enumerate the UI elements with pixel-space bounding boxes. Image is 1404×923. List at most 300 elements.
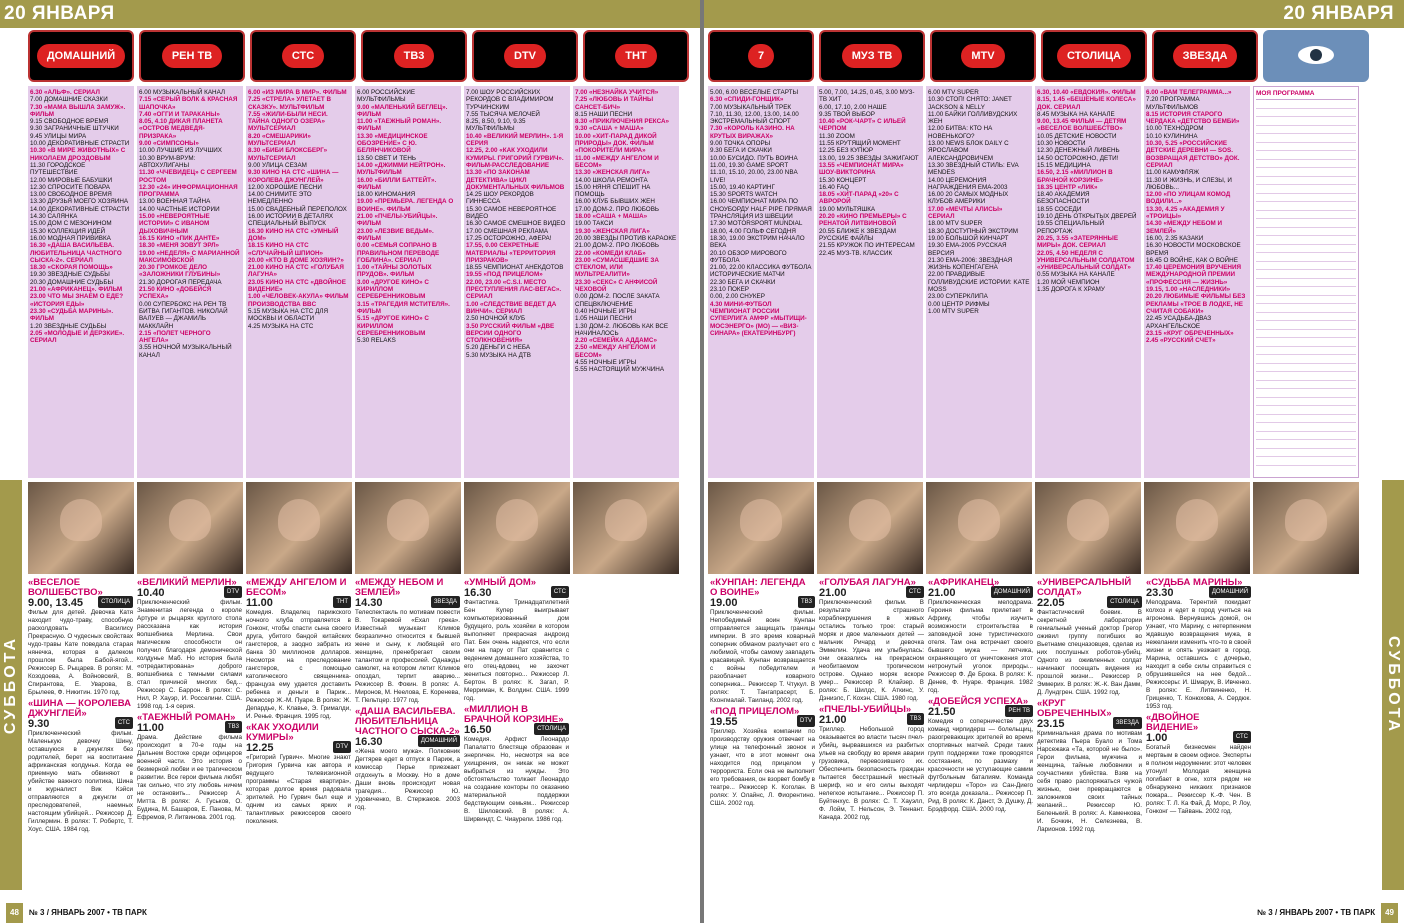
schedule-line: 1.35 ДОРОГА К ХРАМУ	[1037, 286, 1105, 294]
my-program-line[interactable]	[1256, 270, 1356, 279]
schedule-line: 19.55 «ПОД ПРИЦЕЛОМ»	[466, 271, 543, 279]
schedule-line: 5.20 ДЕНЬГИ С НЕБА	[466, 344, 531, 352]
schedule-line: 12.30 «24» ИНФОРМАЦИОННАЯ ПРОГРАММА	[139, 183, 240, 199]
schedule-line: 6.00 РОССИЙСКИЕ МУЛЬТФИЛЬМЫ	[357, 89, 417, 104]
schedule-line: 15.00 НЯНЯ СПЕШИТ НА ПОМОЩЬ	[575, 183, 653, 199]
schedule-line: 2.15 «ПОЛЕТ ЧЕРНОГО АНГЕЛА»	[139, 329, 213, 345]
schedule-line: 12.25 БЕЗ КУПЮР	[819, 147, 874, 155]
schedule-line: 7.25 «СТРЕЛА» УЛЕТАЕТ В СКАЗКУ». МУЛЬТФИЛЬМ	[248, 96, 333, 111]
schedule-line: 3.15 «ТРАГЕДИЯ МСТИТЕЛЯ». ФИЛЬМ	[357, 300, 452, 315]
film-still-photo	[1035, 482, 1141, 574]
channel-logo	[361, 30, 467, 82]
schedule-line: 6.30 «СПИДИ-ГОНЩИК»	[710, 96, 784, 104]
review-channel-badge: СТС	[1233, 731, 1251, 743]
schedule-line: 20.55 БЛИЖЕ К ЗВЕЗДАМ РУССКИЕ ФАЙЛЫ	[819, 227, 898, 242]
my-program-line[interactable]	[1256, 330, 1356, 339]
schedule-line: 13.30 «МЕДИЦИНСКОЕ ОБОЗРЕНИЕ» С Ю. БЕЛЯНЧИКОВОЙ	[357, 132, 430, 155]
film-still-photo	[573, 482, 679, 574]
schedule-line: 2.50 «МЕЖДУ АНГЕЛОМ И БЕСОМ»	[575, 344, 658, 359]
my-program-line[interactable]	[1256, 381, 1356, 390]
review-text: Фильм для детей. Девочка Катя находит чудо-траву, способную расколдовать Василису Прекрасную. О чудесных свойствах чудо-травы Кате поведала старая нянечка, которая в далеком прошлом была Бабой-ягой... Режиссер Б. Рыцарев. В ролях: М. Козодоева, А. Войновский, В. Спирантова, Е. Уварова, В. Брылеев, Ф. Никитин. 1970 год.	[28, 609, 133, 696]
review-title: «МЕЖДУ НЕБОМ И ЗЕМЛЕЙ»	[355, 577, 444, 598]
schedule-line: 14.50 ОСТОРОЖНО, ДЕТИ!	[1037, 154, 1119, 162]
channel-logo-text: МУЗ ТВ	[842, 44, 903, 68]
schedule-line: 21.00 КИНО НА СТС «ГОЛУБАЯ ЛАГУНА»	[248, 264, 346, 279]
review-title: «МИЛЛИОН В БРАЧНОЙ КОРЗИНЕ»	[464, 704, 564, 725]
left-date-band: 20 ЯНВАРЯ	[0, 0, 700, 28]
schedule-line: 10.30 ВРУМ-ВРУМ: АВТОХУЛИГАНЫ	[139, 154, 198, 169]
schedule-line: 7.00 ШОУ РОССИЙСКИХ РЕКОРДОВ С ВЛАДИМИРОМ ТУРЧИНСКИМ	[466, 89, 556, 111]
my-program-line[interactable]	[1256, 100, 1356, 109]
schedule-line: 20.30 ДОМАШНИЕ СУДЬБЫ	[30, 278, 114, 286]
review-channel-badge: СТОЛИЦА	[1107, 596, 1142, 608]
schedule-line: 18.30 «МЕНЯ ЗОВУТ ЭРЛ»	[139, 242, 220, 250]
schedule-line: 22.00 ПРАВДИВЫЕ ГОЛЛИВУДСКИЕ ИСТОРИИ: KATE MOSS	[928, 271, 1032, 294]
schedule-line: 16.30 НОВОСТИ МОСКОВСКОЕ ВРЕМЯ	[1146, 242, 1243, 257]
review-time: 16.30	[464, 587, 492, 599]
schedule-line: 19.00 БОЛЬШОЙ КИНЧАРТ	[928, 234, 1009, 242]
schedule-line: 5.00, 7.00, 14.25, 0.45, 3.00 МУЗ-ТВ ХИТ	[819, 89, 915, 104]
schedule-line: 20.10 ОБЗОР МИРОВОГО ФУТБОЛА	[710, 249, 789, 264]
schedule-line: 9.30 ЗАГРАНИЧНЫЕ ШТУЧКИ	[30, 125, 119, 133]
my-program-line[interactable]	[1256, 364, 1356, 373]
schedule-column	[464, 86, 570, 478]
schedule-line: 19.55 СПЕЦИАЛЬНЫЙ РЕПОРТАЖ	[1037, 220, 1106, 235]
review-channel-badge: СТОЛИЦА	[534, 723, 569, 735]
schedule-line: 18.55 СОСЕДИ	[1037, 205, 1082, 213]
schedule-line: 1.00 MTV SUPER	[928, 307, 979, 315]
schedule-line: 21.30 ДОРОГАЯ ПЕРЕДАЧА	[139, 278, 222, 286]
schedule-line: 16.50, 2.15 «МИЛЛИОН В БРАЧНОЙ КОРЗИНЕ»	[1037, 169, 1115, 184]
my-program-line[interactable]	[1256, 202, 1356, 211]
review-time: 9.30	[28, 718, 50, 730]
schedule-line: 18.30 ДОСТУПНЫЙ ЭКСТРИМ	[928, 227, 1019, 235]
right-channel-logos	[708, 30, 1369, 84]
review-title: «ДОБЕЙСЯ УСПЕХА»	[928, 696, 1029, 707]
review-title: «УМНЫЙ ДОМ»	[464, 577, 537, 588]
left-reviews	[28, 576, 569, 916]
schedule-line: 12.00 МИРОВЫЕ БАБУШКИ	[30, 176, 113, 184]
review-time: 11.00	[246, 597, 273, 609]
review-time: 21.00	[928, 587, 956, 599]
channel-logo	[139, 30, 245, 82]
schedule-line: 5.30 RELAKS	[357, 337, 396, 345]
schedule-line: 15.30 КОНЦЕРТ	[819, 176, 867, 184]
schedule-line: 18.05 «ХИТ-ПАРАД «20» С АВРОРОЙ	[819, 191, 901, 206]
schedule-line: 20.00 ЗВЕЗДЫ ПРОТИВ КАРАОКЕ	[575, 234, 677, 242]
right-schedule-grid	[708, 86, 1359, 478]
my-program-line[interactable]	[1256, 432, 1356, 441]
schedule-line: 7.00 ДОМАШНИЕ СКАЗКИ	[30, 96, 108, 104]
my-program-line[interactable]	[1256, 134, 1356, 143]
channel-logo-text: ТВ3	[394, 44, 435, 68]
schedule-line: 14.00 ДЕКОРАТИВНЫЕ СТРАСТИ	[30, 205, 130, 213]
schedule-line: 21.50 КИНО «ДОБЕЙСЯ УСПЕХА»	[139, 286, 214, 301]
schedule-line: 16.00 КЛУБ БЫВШИХ ЖЕН	[575, 198, 655, 206]
schedule-line: 17.40 ЦЕРЕМОНИЯ ВРУЧЕНИЯ МЕЖДУНАРОДНОЙ ПРЕМИИ «ПРОФЕССИЯ — ЖИЗНЬ»	[1146, 264, 1243, 286]
my-program-line[interactable]	[1256, 304, 1356, 313]
right-photo-strip	[708, 482, 1359, 574]
schedule-line: 1.30 ДОМ-2. ЛЮБОВЬ КАК ВСЕ НАЧИНАЛОСЬ	[575, 322, 670, 337]
my-program-line[interactable]	[1256, 415, 1356, 424]
review-text: Приключенческий фильм. Непобедимый воин Кунпан отправляется защищать границы империи. В это время коварный соперник обманом разлучает его с любимой, чтобы самому завладеть красавицей. Кунпан возвращается с войны победителем и разоблачает коварного соперника... Режиссер Т. Чтукул. В ролях: Т. Тангапрасерт, Б. Кхонгмалай. Таиланд. 2002 год.	[710, 609, 815, 704]
review-title: «СУДЬБА МАРИНЫ»	[1146, 577, 1243, 588]
my-program-line[interactable]	[1256, 253, 1356, 262]
review-title: «УНИВЕРСАЛЬНЫЙ СОЛДАТ»	[1037, 577, 1132, 598]
review-title: «КРУГ ОБРЕЧЕННЫХ»	[1037, 698, 1112, 719]
schedule-line: 17.25 ОСТОРОЖНО, АФЕРА!	[466, 234, 552, 242]
schedule-line: 18.00, 4.00 ГОЛЬФ СЕГОДНЯ	[710, 227, 796, 235]
schedule-line: 22.05, 4.50 НЕДЕЛЯ С УНИВЕРСАЛЬНЫМ СОЛДАТОМ «УНИВЕРСАЛЬНЫЙ СОЛДАТ»	[1037, 249, 1137, 272]
review-title: «ТАЕЖНЫЙ РОМАН»	[137, 712, 236, 723]
schedule-line: 7.10, 11.30, 12.00, 13.00, 14.00 ЭКСТРЕМАЛЬНЫЙ СПОРТ	[710, 110, 801, 126]
review-column	[464, 576, 569, 916]
schedule-column	[355, 86, 461, 478]
schedule-line: 8.30 «БИБИ БЛОКСБЕРГ» МУЛЬТСЕРИАЛ	[248, 147, 329, 162]
review-time: 14.30	[355, 597, 383, 609]
schedule-line: 23.00 «СУМАСШЕДШИЕ ЗА СТЕКЛОМ, ИЛИ МУЛЬТРЕАЛИТИ»	[575, 256, 661, 279]
schedule-line: 23.00 ЧТО МЫ ЗНАЕМ О ЕДЕ? «ИСТОРИЯ ЕДЫ»	[30, 293, 125, 308]
schedule-line: 23.10 ПОКЕР	[710, 286, 749, 294]
review-channel-badge: СТОЛИЦА	[98, 596, 133, 608]
schedule-line: 18.30 «СКОРАЯ ПОМОЩЬ»	[30, 264, 113, 272]
my-program-line[interactable]	[1256, 406, 1356, 415]
schedule-line: 8.15, 1.45 «БЕШЕНЫЕ КОЛЕСА» ДОК. СЕРИАЛ	[1037, 96, 1138, 111]
schedule-line: 16.45 О ВОЙНЕ, КАК О ВОЙНЕ	[1146, 256, 1238, 264]
schedule-line: 22.45 МУЗ-ТВ. КЛАССИК	[819, 249, 893, 257]
schedule-line: 16.00 МОДНАЯ ПРИВИВКА	[30, 234, 111, 242]
review-text: «Григорий Гурвич». Многие знают Григория Гурвича как автора и ведущего телевизионной программы «Старая квартира», которая долгое время радовала зрителей. Но Гурвич был еще и одним из самых ярких и талантливых режиссеров своего поколения.	[246, 754, 351, 825]
schedule-line: 19.15, 1.00 «НАСЛЕДНИКИ»	[1146, 286, 1231, 294]
review-title: «ПОД ПРИЦЕЛОМ»	[710, 706, 800, 717]
left-day-label: СУББОТА	[2, 635, 19, 735]
schedule-line: 10.00 ЛУЧШИЕ ИЗ ЛУЧШИХ	[139, 147, 222, 155]
review-text: Триллер. Небольшой город оказывается во власти тысяч пчел-убийц, вырвавшихся из разбитых ульев на свободу во время аварии грузовика, перевозившего их. Обеспечить безопасность граждан пытается бесстрашный местный шериф, но и его силы выходят нелегкое испытание... Режиссер П. Буйтенхус. В ролях: С. Т. Хауэлл, Ф. Лойм, Т. Нельсон, Э. Теннант. Канада. 2002 год.	[819, 726, 924, 821]
schedule-line: 21.00 «АФРИКАНЕЦ». ФИЛЬМ	[30, 286, 123, 294]
my-program-line[interactable]	[1256, 355, 1356, 364]
schedule-line: 14.25 ШОУ РЕКОРДОВ ГИННЕССА	[466, 191, 536, 206]
schedule-line: 21.55 КРУЖОК ПО ИНТЕРЕСАМ	[819, 242, 915, 250]
schedule-line: 14.00 ЦЕРЕМОНИЯ НАГРАЖДЕНИЯ EMA-2003	[928, 176, 1008, 191]
schedule-line: 19.00 ТАКСИ	[575, 220, 614, 228]
schedule-line: 11.00 «ТАЕЖНЫЙ РОМАН». ФИЛЬМ	[357, 118, 443, 133]
my-program-line[interactable]	[1256, 160, 1356, 169]
schedule-line: 7.15 «СЕРЫЙ ВОЛК & КРАСНАЯ ШАПОЧКА»	[139, 96, 240, 111]
my-program-line[interactable]	[1256, 457, 1356, 466]
schedule-line: 7.30 «КОРОЛЬ КАЗИНО. НА КРУТЫХ ВИРАЖАХ»	[710, 125, 797, 140]
channel-logo	[708, 30, 814, 82]
schedule-line: 10.00 ТЕХНОДРОМ	[1146, 125, 1204, 133]
schedule-line: 13.00, 19.25 ЗВЕЗДЫ ЗАЖИГАЮТ	[819, 154, 919, 162]
my-program-line[interactable]	[1256, 143, 1356, 152]
my-program-line[interactable]	[1256, 347, 1356, 356]
schedule-line: 18.15 КИНО НА СТС «СЛУЧАЙНЫЙ ШПИОН»	[248, 242, 324, 257]
schedule-line: 23.30 «СУДЬБА МАРИНЫ». ФИЛЬМ	[30, 307, 115, 323]
schedule-line: 11.30 И ЖИЗНЬ, И СЛЕЗЫ, И ЛЮБОВЬ...	[1146, 176, 1234, 191]
schedule-line: 11.00 КАМУФЛЯЖ	[1146, 169, 1200, 177]
my-program-line[interactable]	[1256, 423, 1356, 432]
schedule-column	[926, 86, 1032, 478]
my-program-line[interactable]	[1256, 321, 1356, 330]
my-program-line[interactable]	[1256, 372, 1356, 381]
review-text: Криминальная драма по мотивам детектива Пьера Буало и Тома Нарсежака «Та, которой не было». Герои фильма, мужчина и женщина, тайные любовники и соучастники убийства. Взяв на себя право распоряжаться чужой жизнью, они превращаются в заложников своих тайных желаний... Режиссер Ю. Беленький. В ролях: А. Каменкова, И. Бочкин, Н. Селезнева, В. Ларионов. 1992 год.	[1037, 730, 1142, 833]
channel-logo	[28, 30, 134, 82]
schedule-line: 10.30 СТОП! СНЯТО: JANET JACKSON & NELLY	[928, 96, 1014, 111]
schedule-line: 12.00 ХОРОШИЕ ПЕСНИ	[248, 183, 322, 191]
schedule-column	[708, 86, 814, 478]
my-program-line[interactable]	[1256, 262, 1356, 271]
review-time: 23.30	[1146, 587, 1174, 599]
schedule-line: 15.00 «НЕВЕРОЯТНЫЕ ИСТОРИИ» С ИВАНОМ ДЫХОВИЧНЫМ	[139, 213, 212, 235]
review-title: «ПЧЕЛЫ-УБИЙЦЫ»	[819, 704, 912, 715]
review-title: «КУНПАН: ЛЕГЕНДА О ВОИНЕ»	[710, 577, 806, 598]
schedule-line: 16.00 20 САМЫХ МОДНЫХ КЛУБОВ АМЕРИКИ	[928, 191, 1010, 206]
schedule-line: 9.00 «МАЛЕНЬКИЙ БЕГЛЕЦ». ФИЛЬМ	[357, 103, 450, 118]
schedule-line: 18.35 ЦЕНТР «ЛИК»	[1037, 183, 1098, 191]
schedule-line: 6.30 «АЛЬФ». СЕРИАЛ	[30, 89, 100, 96]
schedule-line: 20.20 ЛЮБИМЫЕ ФИЛЬМЫ БЕЗ РЕКЛАМЫ «ТРОЕ В ЛОДКЕ, НЕ СЧИТАЯ СОБАКИ»	[1146, 293, 1248, 315]
schedule-line: 22.00, 23.00 «C.S.I. МЕСТО ПРЕСТУПЛЕНИЯ ЛАС-ВЕГАС». СЕРИАЛ	[466, 278, 563, 301]
review-channel-badge: ТНТ	[333, 596, 351, 608]
schedule-line: 13.30, 4.25 «АКАДЕМИЯ У «ТРОИЦЫ»	[1146, 205, 1227, 221]
review-channel-badge: ДОМАШНИЙ	[1209, 586, 1251, 598]
schedule-line: 16.00 ИСТОРИИ В ДЕТАЛЯХ СПЕЦИАЛЬНЫЙ ВЫПУСК	[248, 213, 335, 228]
schedule-line: 16.00, 2.35 КАЗАКИ	[1146, 234, 1204, 242]
review-text: Приключенческий фильм. Знаменитая легенда о короле Артуре и рыцарях круглого стола рассказана как история волшебника Мерлина. Свои магические способности он получил благодаря демонической колдунье Маб. Но история была «отредактирована» доброго волшебника с темными силами стал причиной многих бед... Режиссер С. Баррон. В ролях: С. Нил, Р. Хауэр, И. Росселини. США. 1998 год. 1-я серия.	[137, 599, 242, 710]
film-still-photo	[1253, 482, 1359, 574]
schedule-line: 0.40 НОЧНЫЕ ИГРЫ	[575, 307, 637, 315]
right-reviews	[710, 576, 1251, 916]
schedule-line: 8.20 «СМЕШАРИКИ» МУЛЬТСЕРИАЛ	[248, 132, 313, 148]
schedule-column	[1144, 86, 1250, 478]
schedule-line: 10.00 БУСИДО. ПУТЬ ВОИНА	[710, 154, 798, 162]
review-time: 16.30	[355, 736, 383, 748]
my-program-line[interactable]	[1256, 185, 1356, 194]
schedule-line: 16.30 «ДАША ВАСИЛЬЕВА. ЛЮБИТЕЛЬНИЦА ЧАСТНОГО СЫСКА-2». СЕРИАЛ	[30, 242, 124, 264]
my-program-column[interactable]	[1253, 86, 1359, 478]
schedule-line: 6.00, 17.10, 2.00 НАШЕ	[819, 103, 887, 111]
schedule-line: 21.00 «ПЧЕЛЫ-УБИЙЦЫ». ФИЛЬМ	[357, 213, 440, 228]
right-day-tab	[1382, 480, 1404, 890]
channel-logo	[930, 30, 1036, 82]
review-time: 21.00	[819, 587, 847, 599]
schedule-line: 7.25 «ЛЮБОВЬ И ТАЙНЫ САНСЕТ-БИЧ»	[575, 96, 655, 111]
schedule-line: 14.00 ЧАСТНЫЕ ИСТОРИИ	[139, 205, 220, 213]
schedule-line: 12.25, 2.00 «КАК УХОДИЛИ КУМИРЫ. ГРИГОРИЙ ГУРВИЧ». ФИЛЬМ-РАССЛЕДОВАНИЕ	[466, 147, 566, 169]
schedule-line: 8.45 МУЗЫКА НА КАНАЛЕ	[1037, 110, 1115, 118]
schedule-line: 0.00 ДОМ-2. ПОСЛЕ ЗАКАТА СПЕЦВКЛЮЧЕНИЕ	[575, 293, 662, 308]
schedule-line: 20.25, 3.55 «ЗАТЕРЯННЫЕ МИРЫ» ДОК. СЕРИАЛ	[1037, 234, 1120, 250]
schedule-line: 15.00 ДОМ С МЕЗОНИНОМ	[30, 220, 112, 228]
film-still-photo	[246, 482, 352, 574]
left-schedule-grid	[28, 86, 679, 478]
schedule-line: 1.20 ЗВЕЗДНЫЕ СУДЬБЫ	[30, 322, 107, 330]
schedule-line: 21.00, 22.00 КЛАССИКА ФУТБОЛА ИСТОРИЧЕСКИЕ МАТЧИ	[710, 264, 814, 279]
schedule-line: 1.00 «ТАЙНЫ ЗОЛОТЫХ ПРУДОВ». ФИЛЬМ	[357, 264, 434, 279]
schedule-line: 3.50 РУССКИЙ ФИЛЬМ «ДВЕ ВЕРСИИ ОДНОГО СТОЛКНОВЕНИЯ»	[466, 322, 556, 345]
my-program-line[interactable]	[1256, 449, 1356, 458]
schedule-line: 0.00 СУПЕРБОКС НА РЕН ТВ БИТВА ГИГАНТОВ. НИКОЛАЙ ВАЛУЕВ — ДЖАМИЛЬ МАККЛАЙН	[139, 300, 230, 330]
my-program-line[interactable]	[1256, 398, 1356, 407]
my-program-line[interactable]	[1256, 194, 1356, 203]
schedule-line: 10.40 «ВЕЛИКИЙ МЕРЛИН». 1-Я СЕРИЯ	[466, 132, 565, 148]
review-title: «КАК УХОДИЛИ КУМИРЫ»	[246, 722, 319, 743]
review-column	[246, 576, 351, 916]
schedule-line: 23.00 «ЛЕЗВИЕ ВЕДЬМ». ФИЛЬМ	[357, 227, 436, 242]
review-title: «ДАША ВАСИЛЬЕВА. ЛЮБИТЕЛЬНИЦА ЧАСТНОГО СЫСКА-2»	[355, 706, 460, 737]
review-channel-badge: DTV	[224, 586, 242, 598]
review-channel-badge: ЗВЕЗДА	[1113, 717, 1142, 729]
schedule-line: 5.55 НАСТОЯЩИЙ МУЖЧИНА	[575, 366, 665, 374]
review-time: 22.05	[1037, 597, 1065, 609]
my-program-line[interactable]	[1256, 109, 1356, 118]
my-program-line[interactable]	[1256, 168, 1356, 177]
review-channel-badge: ДОМАШНИЙ	[991, 586, 1033, 598]
schedule-line: 15.15 МЕДИЦИНА	[1037, 161, 1091, 169]
channel-logo	[472, 30, 578, 82]
schedule-line: 10.30 «В МИРЕ ЖИВОТНЫХ» С НИКОЛАЕМ ДРОЗДОВЫМ	[30, 147, 128, 162]
schedule-line: 6.00 «ВАМ ТЕЛЕГРАММА...»	[1146, 89, 1232, 96]
channel-logo-text: ДОМАШНИЙ	[37, 44, 125, 68]
schedule-line: 17.00 ДОМ-2. ПРО ЛЮБОВЬ	[575, 205, 660, 213]
schedule-line: 3.00 «ДРУГОЕ КИНО» С КИРИЛЛОМ СЕРЕБРЕННИКОВЫМ	[357, 278, 431, 301]
schedule-line: 13.30 «ПО ЗАКОНАМ ДЕТЕКТИВА» ЦИКЛ ДОКУМЕНТАЛЬНЫХ ФИЛЬМОВ	[466, 169, 565, 191]
schedule-line: 11.30 ГОРОДСКОЕ ПУТЕШЕСТВИЕ	[30, 161, 88, 177]
my-program-line[interactable]	[1256, 389, 1356, 398]
schedule-line: 23.00 СУПЕРКЛИПА	[928, 293, 988, 301]
channel-logo	[583, 30, 689, 82]
review-column	[28, 576, 133, 916]
schedule-line: 10.05 ДЕТСКИЕ НОВОСТИ	[1037, 132, 1117, 140]
schedule-line: 20.00 «КТО В ДОМЕ ХОЗЯИН?»	[248, 256, 344, 264]
right-footer-text: № 3 / ЯНВАРЬ 2007 • ТВ ПАРК	[1257, 908, 1376, 917]
my-program-line[interactable]	[1256, 177, 1356, 186]
review-channel-badge: DTV	[333, 741, 351, 753]
schedule-line: 15.00, 19.40 КАРТИНГ	[710, 183, 775, 191]
right-footer	[704, 903, 1404, 923]
review-channel-badge: СТС	[551, 586, 569, 598]
schedule-line: 11.30 «ЧЧЕВИДЕЦ» С СЕРГЕЕМ РОСТОМ	[139, 169, 239, 184]
film-still-photo	[464, 482, 570, 574]
schedule-line: 2.05 «МОЛОДЫЕ И ДЕРЗКИЕ». СЕРИАЛ	[30, 329, 126, 345]
channel-logo-text: DTV	[504, 44, 546, 68]
review-title: «ГОЛУБАЯ ЛАГУНА»	[819, 577, 916, 588]
review-text: Приключенческий фильм. Маленькую девочку Шину, оставшуюся в джунглях без родителей, берет на воспитание африканская колдунья. Когда ее приемную мать обвиняют в убийстве важного политика, Шина и журналист Вик Кэйси отправляются в джунгли от преследователей, наемных настоящим убийцей... Режиссер Д. Гиллермин. В ролях: Т. Робертс, Т. Хоус. США. 1984 год.	[28, 730, 133, 833]
review-time: 10.40	[137, 587, 165, 599]
schedule-line: 6.00 «ИЗ МИРА В МИР». ФИЛЬМ	[248, 89, 347, 96]
review-text: Комедия. Арфист Леонардо Папалатто блестяще образован и энергичен. Но, несмотря на все ухищрения, он никак не может выбраться из нужды. Это обстоятельство толкает Леонардо на создание конторы по оказанию материальной поддержки бедствующим семьям... Режиссер В. Шиловский. В ролях: А. Ширвиндт, С. Чиаурели. 1986 год.	[464, 736, 569, 823]
my-program-line[interactable]	[1256, 338, 1356, 347]
my-program-line[interactable]	[1256, 219, 1356, 228]
schedule-line: 15.30 КОЛЛЕКЦИЯ ИДЕЙ	[30, 227, 106, 235]
right-date-band: 20 ЯНВАРЯ	[704, 0, 1404, 28]
my-program-line[interactable]	[1256, 211, 1356, 220]
right-day-label: СУББОТА	[1385, 635, 1402, 735]
schedule-line: 0.00, 2.00 СНУКЕР	[710, 293, 765, 301]
review-title: «МЕЖДУ АНГЕЛОМ И БЕСОМ»	[246, 577, 347, 598]
schedule-line: 9.30 «САША + МАША»	[575, 125, 644, 133]
schedule-line: 7.40 «ОГГИ И ТАРАКАНЫ»	[139, 110, 220, 118]
review-time: 21.50	[928, 706, 956, 718]
schedule-line: 4.25 МУЗЫКА НА СТС	[248, 322, 314, 330]
schedule-line: 18.00 MTV SUPER	[928, 220, 983, 228]
my-program-line[interactable]	[1256, 236, 1356, 245]
my-program-line[interactable]	[1256, 126, 1356, 135]
schedule-line: 9.00 «СИМПСОНЫ»	[139, 140, 199, 148]
my-program-line[interactable]	[1256, 245, 1356, 254]
schedule-line: 10.30 НОВОСТИ	[1037, 140, 1086, 148]
right-page	[704, 0, 1404, 923]
schedule-line: 3.55 НОЧНОЙ МУЗЫКАЛЬНЫЙ КАНАЛ	[139, 344, 234, 359]
schedule-line: 23.05 КИНО НА СТС «ДВОЙНОЕ ВИДЕНИЕ»	[248, 278, 348, 294]
channel-logo-text: ТНТ	[615, 44, 656, 68]
left-photo-strip	[28, 482, 679, 574]
schedule-line: 15.30 SPORTS WATCH	[710, 191, 778, 199]
my-program-line[interactable]	[1256, 296, 1356, 305]
schedule-column	[817, 86, 923, 478]
schedule-column	[1035, 86, 1141, 478]
review-text: «Жена моего мужа». Полковник Дегтярев едет в отпуск в Париж, а комиссар Перье приезжает отдохнуть в Москву. Но в доме Даши вновь происходит новая трагедия... Режиссер Ю. Удовиченко, В. Стержаков. 2003 год.	[355, 748, 460, 811]
left-page	[0, 0, 700, 923]
schedule-line: 4.30 МИНИ-ФУТБОЛ ЧЕМПИОНАТ РОССИИ СУПЕРЛИГА АМФР «МЫТИЩИ-МОСЭНЕРГО» (МО) — «ВИЗ-СИНАРА» (ЕКАТЕРИНБУРГ)	[710, 300, 807, 337]
schedule-line: 22.00 «КОМЕДИ КЛАБ»	[575, 249, 646, 257]
review-text: Мелодрама. Терентий покидает колхоз и едет в город учиться на агронома. Вернувшись домой, он узнает, что Марину, с нетерпением ждавшую возвращения мужа, в нежелании изменить что-то в своей жизни и опять уезжает в город. Марина, оставшись с дочерью, находит в себе силы справиться с обрушившейся на нее бедой... Режиссеры: И. Шмарук, В. Ивченко. В ролях: Е. Литвиненко, Н. Гриценко, Т. Конюхова, А. Сердюк. 1953 год.	[1146, 599, 1251, 710]
schedule-line: 6.30, 10.40 «ЕВДОКИЯ». ФИЛЬМ	[1037, 89, 1136, 96]
schedule-line: 14.00 СНИМИТЕ ЭТО НЕМЕДЛЕННО	[248, 191, 314, 206]
my-program-line[interactable]	[1256, 440, 1356, 449]
schedule-line: 2.50 НОЧНОЙ КЛУБ	[466, 315, 526, 323]
my-program-line[interactable]	[1256, 228, 1356, 237]
film-still-photo	[926, 482, 1032, 574]
channel-logo	[1152, 30, 1258, 82]
schedule-line: 16.40 FAQ	[819, 183, 850, 191]
film-still-photo	[817, 482, 923, 574]
schedule-line: 15.30 САМОЕ НЕВЕРОЯТНОЕ ВИДЕО	[466, 205, 558, 221]
my-program-line[interactable]	[1256, 279, 1356, 288]
review-channel-badge: DTV	[797, 715, 815, 727]
schedule-line: 1.05 НАШИ ПЕСНИ	[575, 315, 633, 323]
schedule-line: 10.00 ДЕКОРАТИВНЫЕ СТРАСТИ	[30, 140, 130, 148]
schedule-line: 13.30 ДРУЗЬЯ МОЕГО ХОЗЯИНА	[30, 198, 129, 206]
schedule-column	[28, 86, 134, 478]
schedule-line: 11.00 «МЕЖДУ АНГЕЛОМ И БЕСОМ»	[575, 154, 661, 169]
schedule-line: 8.15 ИСТОРИЯ СТАРОГО ЧЕРДАКА «ДЕТСТВО БЕМБИ»	[1146, 110, 1240, 126]
my-program-line[interactable]	[1256, 151, 1356, 160]
review-text: Драма. Действие фильма происходит в 70-е годы на Дальнем Востоке среди офицеров военной части. Это история о безмерной любви и ее трагическом развитии. Все герои фильма любят так сильно, что эту любовь ничем не остановить... Режиссер А. Митта. В ролях: А. Гуськов, О. Будина, М. Башаров, Е. Панова, М. Ефремов, Р. Литвинова. 2001 год.	[137, 734, 242, 821]
schedule-line: 10.30, 5.25 «РОССИЙСКИЕ ДЕТСКИЕ ДЕРЕВНИ — SOS. ВОЗВРАЩАЯ ДЕТСТВО» ДОК. СЕРИАЛ	[1146, 140, 1242, 169]
schedule-line: 19.00 МУЛЬТЯШКА	[819, 205, 876, 213]
schedule-column	[246, 86, 352, 478]
my-program-line[interactable]	[1256, 313, 1356, 322]
schedule-line: 8.30 «ПРИКЛЮЧЕНИЯ РЕКСА»	[575, 118, 670, 126]
my-program-line[interactable]	[1256, 117, 1356, 126]
review-title: «ВЕСЕЛОЕ ВОЛШЕБСТВО»	[28, 577, 103, 598]
schedule-line: 1.00 «СЛЕДСТВИЕ ВЕДЕТ ДА ВИНЧИ». СЕРИАЛ	[466, 300, 559, 315]
right-page-number: 49	[1381, 903, 1398, 923]
schedule-line: 7.55 «ЖИЛИ-БЫЛИ НЕСИ. ТАЙНА ОДНОГО ОЗЕРА» МУЛЬТСЕРИАЛ	[248, 110, 330, 133]
film-still-photo	[1144, 482, 1250, 574]
review-channel-badge: ЗВЕЗДА	[431, 596, 460, 608]
my-program-line[interactable]	[1256, 287, 1356, 296]
schedule-line: 6.00 МУЗЫКАЛЬНЫЙ КАНАЛ	[139, 89, 226, 96]
schedule-line: 10.10 КУЛИНИНА	[1146, 132, 1198, 140]
schedule-line: 13.00 ВОЕННАЯ ТАЙНА	[139, 198, 211, 206]
schedule-line: 13.50 СВЕТ И ТЕНЬ	[357, 154, 417, 162]
schedule-line: 19.00 «ПРЕМЬЕРА. ЛЕГЕНДА О ВОИНЕ». ФИЛЬМ	[357, 198, 455, 213]
schedule-line: 17.00 «МЕЧТЫ АЛИСЫ» СЕРИАЛ	[928, 205, 1005, 221]
review-channel-badge: СТС	[906, 586, 924, 598]
schedule-line: 7.55 ТЫСЯЧА МЕЛОЧЕЙ	[466, 110, 540, 118]
